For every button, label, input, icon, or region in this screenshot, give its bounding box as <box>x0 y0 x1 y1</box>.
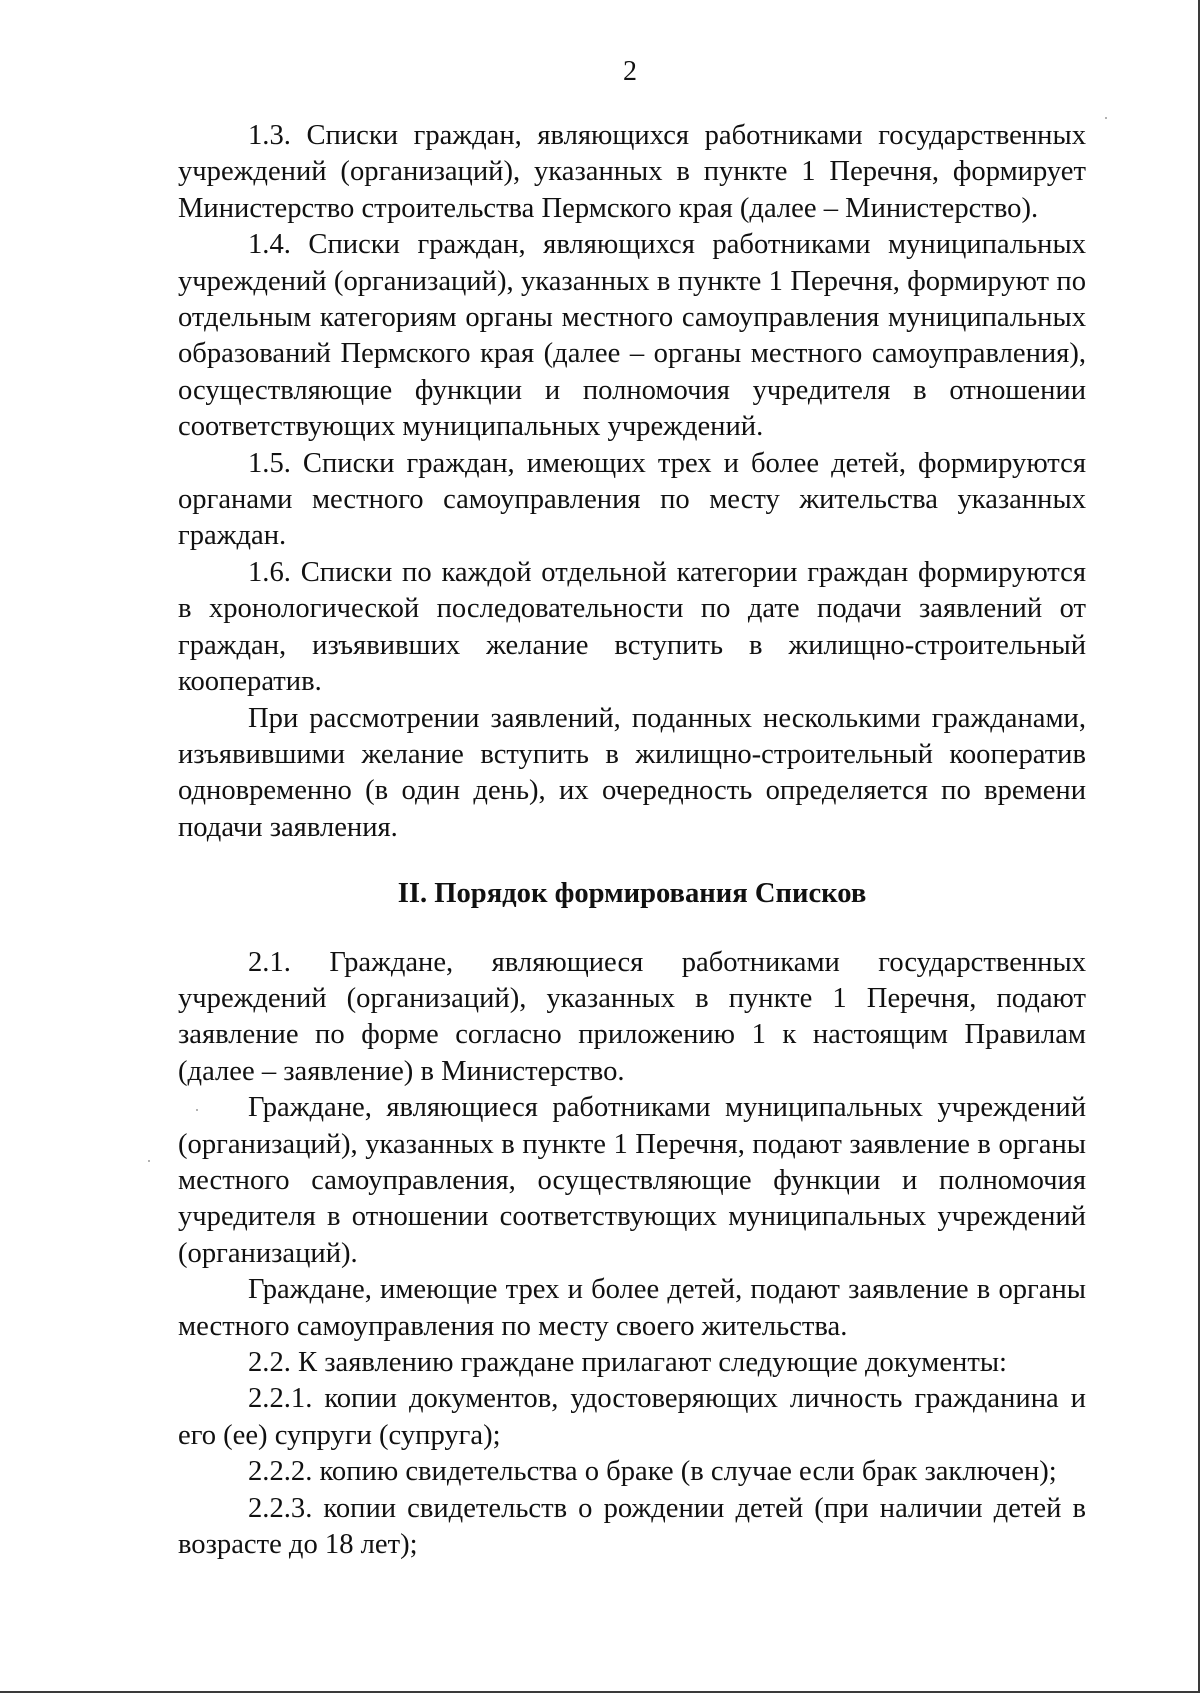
paragraph-large-families: Граждане, имеющие трех и более детей, подают заявление в органы местного самоуправления по месту своего жительства. <box>178 1274 1086 1342</box>
document-body <box>178 118 1086 1563</box>
paragraph-municipal-workers: Граждане, являющиеся работниками муниципальных учреждений (организаций), указанных в пункте 1 Перечня, подают заявление в органы местного самоуправления, осуществляющие функции и полномочия учредителя в отношении соответствующих муниципальных учреждений (организаций). <box>178 1092 1086 1269</box>
paragraph-1-6: 1.6. Списки по каждой отдельной категории граждан формируются в хронологической последовательности по дате подачи заявлений от граждан, изъявивших желание вступить в жилищно-строительный кооператив. <box>178 556 1086 698</box>
scan-speck <box>148 1160 150 1162</box>
page-number: 2 <box>623 56 637 87</box>
paragraph-2-2: 2.2. К заявлению граждане прилагают следующие документы: <box>248 1347 1007 1378</box>
paragraph-1-4: 1.4. Списки граждан, являющихся работниками муниципальных учреждений (организаций), указанных в пункте 1 Перечня, формируют по отдельным категориям органы местного самоуправления муниципальных образований Пермского края (далее – органы местного самоуправления), осуществляющие функции и полномочия учредителя в отношении соответствующих муниципальных учреждений. <box>178 229 1086 443</box>
paragraph-2-2-3: 2.2.3. копии свидетельств о рождении детей (при наличии детей в возрасте до 18 лет); <box>178 1492 1086 1561</box>
paragraph-simultaneous-applications: При рассмотрении заявлений, поданных несколькими гражданами, изъявившими желание вступить в жилищно-строительный кооператив одновременно (в один день), их очередность определяется по времени подачи заявления. <box>178 702 1086 843</box>
section-heading: II. Порядок формирования Списков <box>397 878 867 910</box>
paragraph-2-1: 2.1. Граждане, являющиеся работниками государственных учреждений (организаций), указанных в пункте 1 Перечня, подают заявление по форме согласно приложению 1 к настоящим Правилам (далее – заявление) в Министерство. <box>178 946 1086 1087</box>
paragraph-1-5: 1.5. Списки граждан, имеющих трех и более детей, формируются органами местного самоуправления по месту жительства указанных граждан. <box>178 447 1086 552</box>
paragraph-2-2-1: 2.2.1. копии документов, удостоверяющих личность гражданина и его (ее) супруги (супруга); <box>178 1383 1086 1451</box>
paragraph-1-3: 1.3. Списки граждан, являющихся работниками государственных учреждений (организаций), указанных в пункте 1 Перечня, формирует Министерство строительства Пермского края (далее – Министерство). <box>178 120 1086 224</box>
scan-speck <box>1105 117 1107 119</box>
scan-speck <box>196 1109 198 1111</box>
paragraph-2-2-2: 2.2.2. копию свидетельства о браке (в случае если брак заключен); <box>248 1456 1057 1488</box>
